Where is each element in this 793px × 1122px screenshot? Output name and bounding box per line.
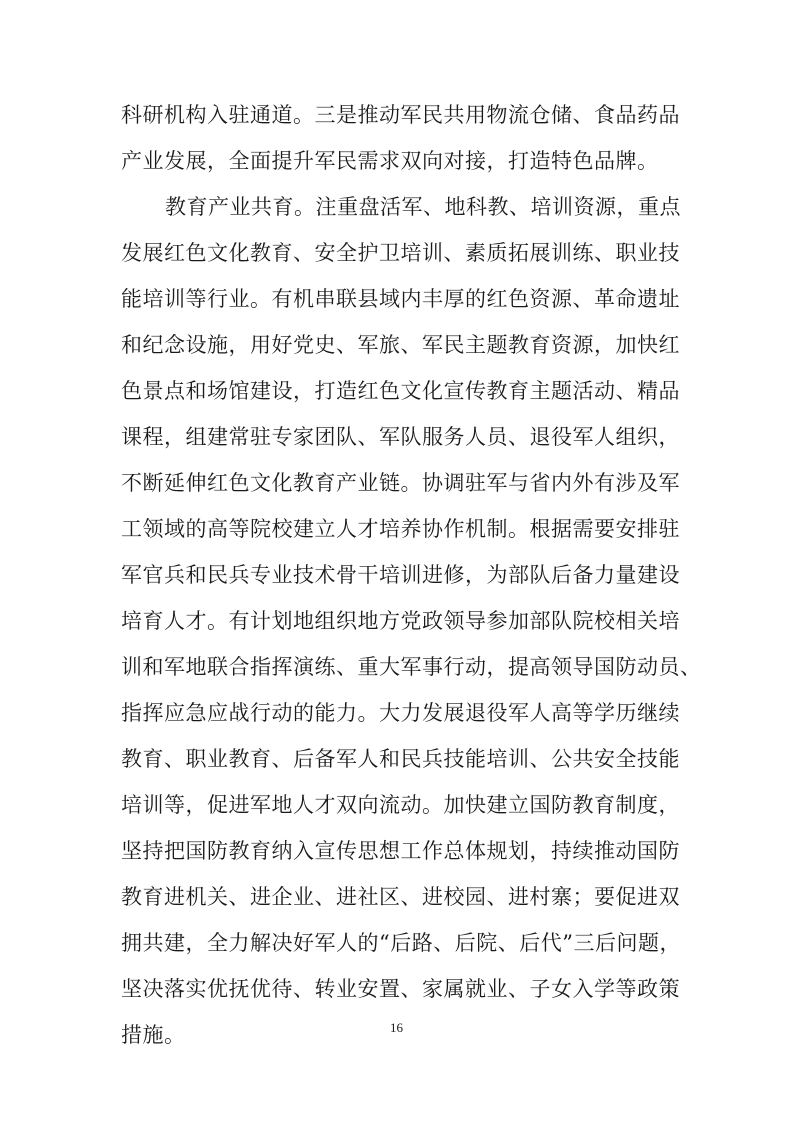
- text-line: 指挥应急应战行动的能力。大力发展退役军人高等学历继续: [121, 701, 680, 725]
- text-line: 科研机构入驻通道。三是推动军民共用物流仓储、食品药品: [121, 103, 680, 127]
- text-line: 能培训等行业。有机串联县域内丰厚的红色资源、革命遗址: [121, 287, 680, 311]
- text-line: 色景点和场馆建设，打造红色文化宣传教育主题活动、精品: [121, 379, 680, 403]
- text-line: 训和军地联合指挥演练、重大军事行动，提高领导国防动员、: [121, 655, 702, 679]
- paragraph-end-line: 产业发展，全面提升军民需求双向对接，打造特色品牌。: [121, 149, 659, 173]
- text-line: 培训等，促进军地人才双向流动。加快建立国防教育制度，: [121, 793, 680, 817]
- body-text: [121, 92, 702, 1058]
- text-line: 课程，组建常驻专家团队、军队服务人员、退役军人组织，: [121, 425, 680, 449]
- text-line: 拥共建，全力解决好军人的“后路、后院、后代”三后问题，: [121, 931, 681, 955]
- page-number: 16: [390, 1020, 403, 1035]
- text-line: 教育进机关、进企业、进社区、进校园、进村寨；要促进双: [121, 885, 680, 909]
- text-line: 和纪念设施，用好党史、军旅、军民主题教育资源，加快红: [121, 333, 680, 357]
- text-line: 不断延伸红色文化教育产业链。协调驻军与省内外有涉及军: [121, 471, 680, 495]
- paragraph-heading-line: 教育产业共育。注重盘活军、地科教、培训资源，重点: [165, 195, 681, 219]
- paragraph-end-line: 措施。: [121, 1023, 186, 1047]
- text-line: 军官兵和民兵专业技术骨干培训进修，为部队后备力量建设: [121, 563, 680, 587]
- text-line: 发展红色文化教育、安全护卫培训、素质拓展训练、职业技: [121, 241, 680, 265]
- text-line: 培育人才。有计划地组织地方党政领导参加部队院校相关培: [121, 609, 680, 633]
- text-line: 坚决落实优抚优待、转业安置、家属就业、子女入学等政策: [121, 977, 680, 1001]
- text-line: 工领域的高等院校建立人才培养协作机制。根据需要安排驻: [121, 517, 680, 541]
- text-line: 教育、职业教育、后备军人和民兵技能培训、公共安全技能: [121, 747, 680, 771]
- text-line: 坚持把国防教育纳入宣传思想工作总体规划，持续推动国防: [121, 839, 680, 863]
